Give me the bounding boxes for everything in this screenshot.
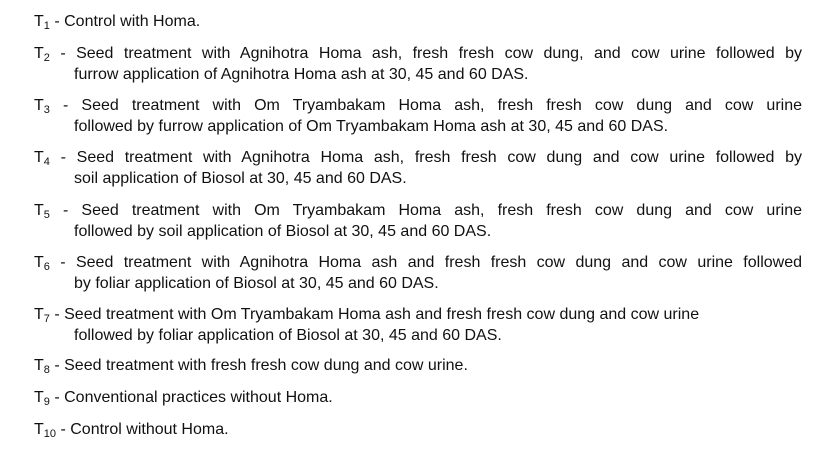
treatment-text: - Conventional practices without Homa. [49, 389, 333, 406]
treatment-item-t1 [34, 11, 802, 32]
treatment-item-t2 [34, 43, 802, 85]
treatment-code: $T_2$ [34, 45, 50, 64]
treatment-item-t8 [34, 355, 802, 376]
treatment-item-t9 [34, 387, 802, 408]
treatment-text: - Seed treatment with Agnihotra Homa ash, fresh fresh cow dung and cow urine followed by [49, 149, 802, 166]
treatment-item-t5 [34, 200, 802, 242]
treatment-text-continued: followed by soil application of Biosol at 30, 45 and 60 DAS. [74, 223, 492, 240]
treatment-code: $T_{10}$ [34, 421, 57, 440]
treatment-text: - Seed treatment with Om Tryambakam Homa ash, fresh fresh cow dung and cow urine [49, 97, 802, 114]
treatment-text: - Seed treatment with Om Tryambakam Homa ash, fresh fresh cow dung and cow urine [49, 202, 802, 219]
treatment-text-continued: furrow application of Agnihotra Homa ash at 30, 45 and 60 DAS. [74, 66, 529, 83]
treatment-code: $T_9$ [34, 389, 50, 408]
treatment-code: $T_8$ [34, 357, 50, 376]
treatment-item-t10 [34, 419, 802, 440]
treatment-text: - Seed treatment with Om Tryambakam Homa ash and fresh fresh cow dung and cow urine [49, 306, 700, 323]
treatment-item-t7 [34, 304, 802, 346]
treatment-code: $T_7$ [34, 306, 50, 325]
treatment-text-continued: followed by foliar application of Biosol at 30, 45 and 60 DAS. [74, 327, 502, 344]
treatment-text-continued: soil application of Biosol at 30, 45 and 60 DAS. [74, 170, 407, 187]
treatment-text-continued: by foliar application of Biosol at 30, 45 and 60 DAS. [74, 275, 439, 292]
treatment-text: - Seed treatment with Agnihotra Homa ash and fresh fresh cow dung and cow urine followed [49, 254, 802, 271]
treatment-text: - Seed treatment with fresh fresh cow dung and cow urine. [49, 357, 468, 374]
treatment-item-t3 [34, 95, 802, 137]
treatment-code: $T_4$ [34, 149, 50, 168]
treatment-text: - Control with Homa. [49, 13, 201, 30]
treatment-text-continued: followed by furrow application of Om Tryambakam Homa ash at 30, 45 and 60 DAS. [74, 118, 669, 135]
treatment-code: $T_5$ [34, 202, 50, 221]
treatment-item-t4 [34, 147, 802, 189]
treatment-code: $T_3$ [34, 97, 50, 116]
treatment-text: - Control without Homa. [56, 421, 229, 438]
treatment-item-t6 [34, 252, 802, 294]
treatment-code: $T_6$ [34, 254, 50, 273]
treatment-text: - Seed treatment with Agnihotra Homa ash, fresh fresh cow dung, and cow urine followed by [49, 45, 802, 62]
treatment-code: $T_1$ [34, 13, 50, 32]
